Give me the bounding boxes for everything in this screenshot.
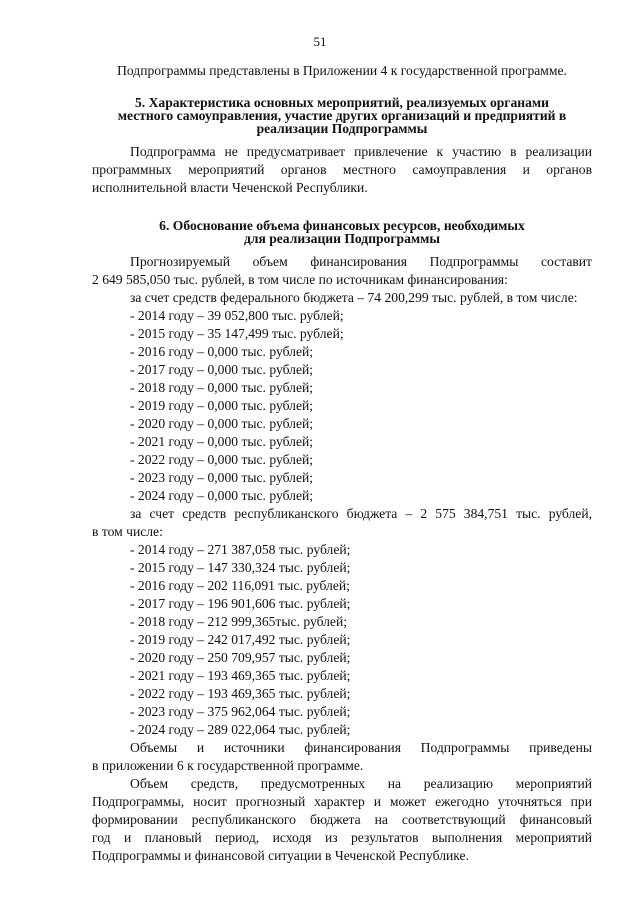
total-financing-paragraph (92, 253, 592, 289)
republic-budget-intro (92, 505, 592, 541)
list-item: - 2019 году – 0,000 тыс. рублей; (130, 398, 314, 413)
list-item: - 2021 году – 193 469,365 тыс. рублей; (130, 668, 351, 683)
list-item: - 2015 году – 147 330,324 тыс. рублей; (130, 560, 351, 575)
paragraph-line: Подпрограммы, носит прогнозный характер и может ежегодно уточняться при (92, 794, 592, 809)
paragraph-line: Прогнозируемый объем финансирования Подпрограммы составит (130, 254, 592, 269)
heading-line: 6. Обоснование объема финансовых ресурсов, необходимых (159, 218, 525, 233)
list-item: - 2024 году – 289 022,064 тыс. рублей; (130, 722, 351, 737)
list-item: - 2015 году – 35 147,499 тыс. рублей; (130, 326, 344, 341)
heading-line: местного самоуправления, участие других организаций и предприятий в (117, 108, 567, 123)
paragraph-line: в том числе: (92, 524, 163, 539)
list-item: - 2014 году – 39 052,800 тыс. рублей; (130, 308, 344, 323)
list-item: - 2016 году – 202 116,091 тыс. рублей; (130, 578, 350, 593)
page-content (92, 62, 592, 865)
final-paragraph (92, 775, 592, 865)
list-item: - 2022 году – 0,000 тыс. рублей; (130, 452, 314, 467)
paragraph-line: год и плановый период, исходя из результатов выполнения мероприятий (92, 830, 592, 845)
list-item: - 2021 году – 0,000 тыс. рублей; (130, 434, 314, 449)
section-5-paragraph (92, 143, 592, 197)
federal-budget-intro: за счет средств федерального бюджета – 74 200,299 тыс. рублей, в том числе: (130, 290, 578, 305)
paragraph-line: 2 649 585,050 тыс. рублей, в том числе по источникам финансирования: (92, 272, 508, 287)
volumes-paragraph (92, 739, 592, 775)
paragraph-line: исполнительной власти Чеченской Республики. (92, 180, 368, 195)
heading-line: для реализации Подпрограммы (243, 231, 441, 246)
intro-paragraph: Подпрограммы представлены в Приложении 4 к государственной программе. (117, 63, 567, 78)
section-6-heading (92, 219, 592, 245)
heading-line: реализации Подпрограммы (256, 121, 428, 136)
list-item: - 2024 году – 0,000 тыс. рублей; (130, 488, 314, 503)
list-item: - 2016 году – 0,000 тыс. рублей; (130, 344, 314, 359)
list-item: - 2022 году – 193 469,365 тыс. рублей; (130, 686, 351, 701)
list-item: - 2018 году – 0,000 тыс. рублей; (130, 380, 314, 395)
list-item: - 2014 году – 271 387,058 тыс. рублей; (130, 542, 351, 557)
list-item: - 2018 году – 212 999,365тыс. рублей; (130, 614, 348, 629)
republic-budget-list (92, 541, 592, 739)
paragraph-line: Объем средств, предусмотренных на реализацию мероприятий (130, 776, 592, 791)
paragraph-line: за счет средств республиканского бюджета – 2 575 384,751 тыс. рублей, (130, 506, 592, 521)
heading-line: 5. Характеристика основных мероприятий, реализуемых органами (134, 95, 549, 110)
list-item: - 2017 году – 196 901,606 тыс. рублей; (130, 596, 351, 611)
paragraph-line: Объемы и источники финансирования Подпрограммы приведены (130, 740, 592, 755)
federal-budget-list (92, 307, 592, 505)
list-item: - 2019 году – 242 017,492 тыс. рублей; (130, 632, 351, 647)
list-item: - 2023 году – 0,000 тыс. рублей; (130, 470, 314, 485)
paragraph-line: формировании республиканского бюджета на соответствующий финансовый (92, 812, 592, 827)
list-item: - 2020 году – 0,000 тыс. рублей; (130, 416, 314, 431)
section-5-heading (92, 96, 592, 135)
page-number: 51 (313, 34, 327, 49)
paragraph-line: программных мероприятий органов местного самоуправления и органов (92, 162, 592, 177)
paragraph-line: в приложении 6 к государственной программе. (92, 758, 364, 773)
paragraph-line: Подпрограмма не предусматривает привлечение к участию в реализации (130, 144, 592, 159)
list-item: - 2020 году – 250 709,957 тыс. рублей; (130, 650, 351, 665)
list-item: - 2017 году – 0,000 тыс. рублей; (130, 362, 314, 377)
list-item: - 2023 году – 375 962,064 тыс. рублей; (130, 704, 351, 719)
paragraph-line: Подпрограммы и финансовой ситуации в Чеченской Республике. (92, 848, 469, 863)
